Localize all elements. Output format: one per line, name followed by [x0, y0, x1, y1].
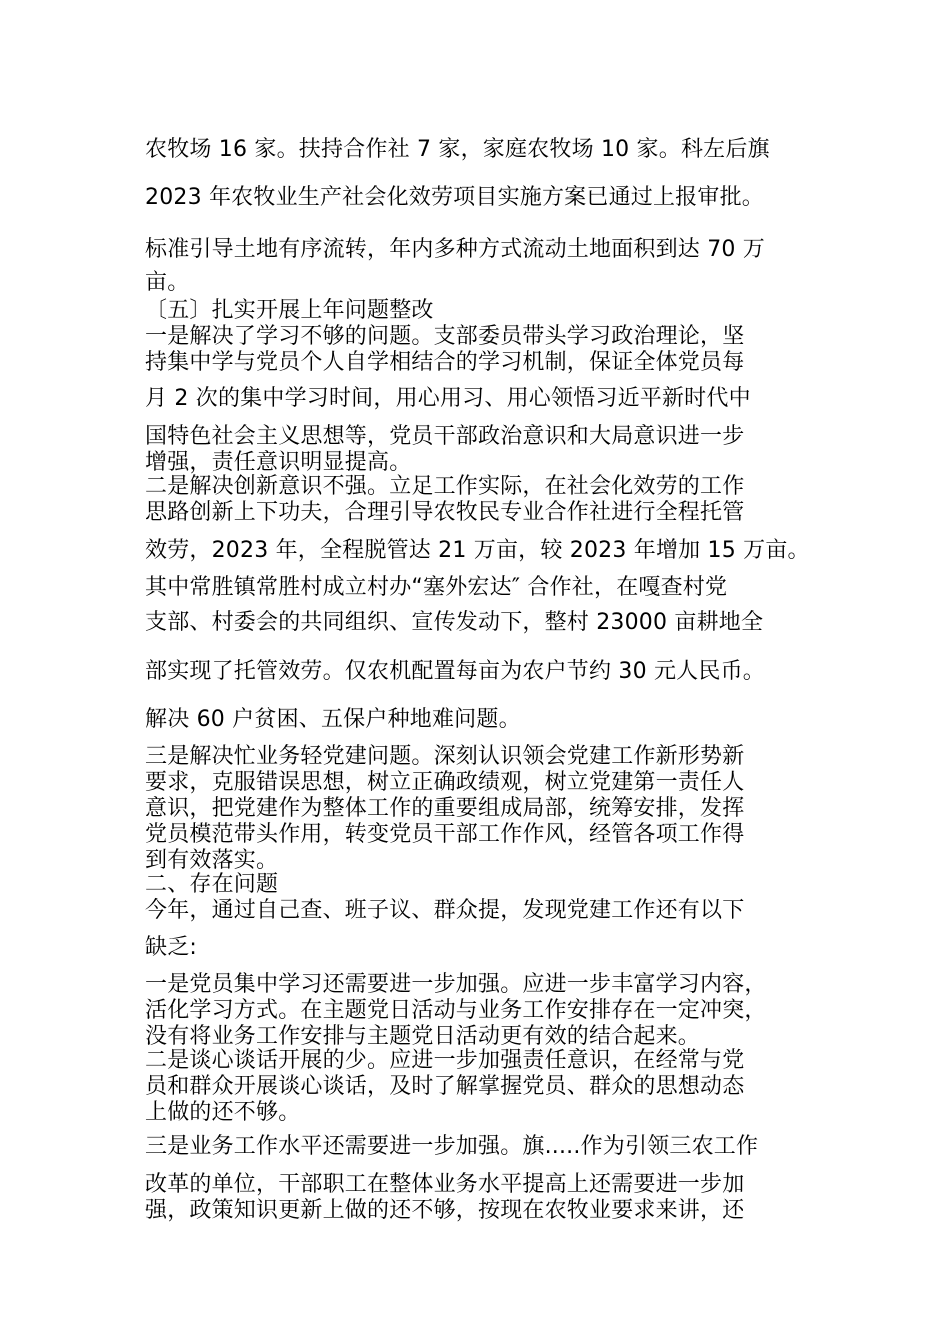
text-line: 员和群众开展谈心谈话，及时了解掌握党员、群众的思想动态: [145, 1074, 745, 1099]
text-line: 意识，把党建作为整体工作的重要组成局部，统筹安排，发挥: [145, 796, 745, 821]
text-line: 思路创新上下功夫，合理引导农牧民专业合作社进行全程托管: [145, 500, 745, 525]
text-line: 上做的还不够。: [145, 1100, 301, 1125]
text-line: 要求，克服错误思想，树立正确政绩观，树立党建第一责任人: [145, 770, 745, 795]
text-line: 持集中学与党员个人自学相结合的学习机制，保证全体党员每: [145, 350, 745, 375]
text-line: 三是解决忙业务轻党建问题。深刻认识领会党建工作新形势新: [145, 744, 745, 769]
text-line: 标准引导土地有序流转，年内多种方式流动土地面积到达 70 万: [145, 237, 765, 262]
text-line: 二是解决创新意识不强。立足工作实际，在社会化效劳的工作: [145, 474, 745, 499]
text-line: 一是党员集中学习还需要进一步加强。应进一步丰富学习内容，: [145, 972, 767, 997]
text-line: 部实现了托管效劳。仅农机配置每亩为农户节约 30 元人民币。: [145, 659, 765, 684]
section-heading: 二、存在问题: [145, 872, 279, 897]
section-heading: 〔五〕扎实开展上年问题整改: [145, 298, 434, 323]
text-line: 二是谈心谈话开展的少。应进一步加强责任意识，在经常与党: [145, 1048, 745, 1073]
text-line: 今年，通过自己查、班子议、群众提，发现党建工作还有以下: [145, 898, 745, 923]
text-line: 一是解决了学习不够的问题。支部委员带头学习政治理论，坚: [145, 324, 745, 349]
text-line: 党员模范带头作用，转变党员干部工作作风，经管各项工作得: [145, 822, 745, 847]
text-line: 到有效落实。: [145, 848, 279, 873]
text-line: 三是业务工作水平还需要进一步加强。旗.....作为引领三农工作: [145, 1134, 759, 1159]
text-line: 缺乏:: [145, 935, 198, 960]
text-line: 改革的单位，干部职工在整体业务水平提高上还需要进一步加: [145, 1172, 745, 1197]
text-line: 亩。: [145, 270, 190, 295]
text-line: 效劳，2023 年，全程脱管达 21 万亩，较 2023 年增加 15 万亩。: [145, 538, 810, 563]
text-line: 强，政策知识更新上做的还不够，按现在农牧业要求来讲，还: [145, 1198, 745, 1223]
text-line: 其中常胜镇常胜村成立村办“塞外宏达″ 合作社，在嘎查村党: [145, 575, 728, 600]
text-line: 农牧场 16 家。扶持合作社 7 家，家庭农牧场 10 家。科左后旗: [145, 137, 770, 162]
text-line: 2023 年农牧业生产社会化效劳项目实施方案已通过上报审批。: [145, 185, 764, 210]
text-line: 增强，责任意识明显提高。: [145, 450, 412, 475]
text-line: 国特色社会主义思想等，党员干部政治意识和大局意识进一步: [145, 424, 745, 449]
text-line: 活化学习方式。在主题党日活动与业务工作安排存在一定冲突，: [145, 998, 767, 1023]
text-line: 月 2 次的集中学习时间，用心用习、用心领悟习近平新时代中: [145, 386, 751, 411]
text-line: 解决 60 户贫困、五保户种地难问题。: [145, 707, 521, 732]
text-line: 没有将业务工作安排与主题党日活动更有效的结合起来。: [145, 1024, 701, 1049]
text-line: 支部、村委会的共同组织、宣传发动下，整村 23000 亩耕地全: [145, 610, 764, 635]
